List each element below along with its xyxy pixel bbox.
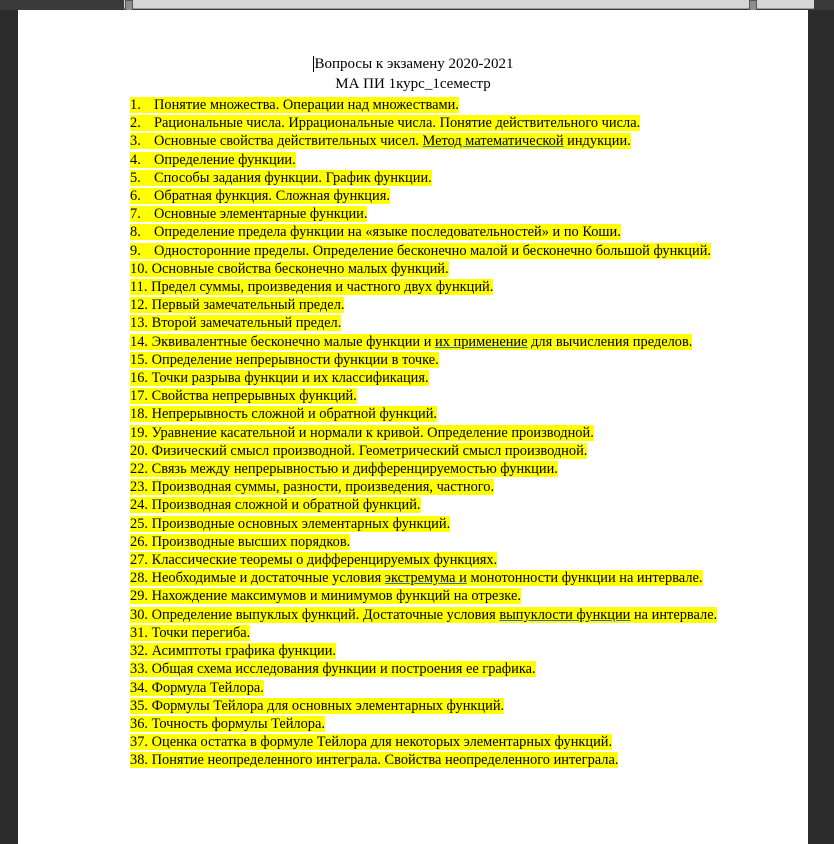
question-item	[130, 314, 755, 332]
question-item	[130, 697, 755, 715]
question-item	[130, 606, 755, 624]
question-number: 15.	[130, 351, 148, 368]
document-subtitle: МА ПИ 1курс_1семестр	[335, 76, 491, 92]
question-item	[130, 624, 755, 642]
question-text: Второй замечательный предел.	[151, 315, 342, 332]
document-page[interactable]	[18, 10, 808, 844]
question-number: 24.	[130, 497, 148, 514]
question-text: Асимптоты графика функции.	[151, 643, 337, 660]
question-number: 17.	[130, 388, 148, 405]
question-number: 12.	[130, 297, 148, 314]
question-number: 7.	[130, 206, 141, 223]
question-text: Непрерывность сложной и обратной функций.	[151, 406, 438, 423]
question-text: Общая схема исследования функции и построения ее графика.	[151, 661, 536, 678]
question-number: 22.	[130, 461, 148, 478]
question-list	[130, 96, 755, 770]
question-text: Эквивалентные бесконечно малые функции и их применение для вычисления пределов.	[151, 333, 693, 350]
question-item	[130, 751, 755, 769]
question-item	[130, 242, 755, 260]
question-number: 32.	[130, 643, 148, 660]
question-item	[130, 587, 755, 605]
question-item	[130, 205, 755, 223]
question-number: 30.	[130, 606, 148, 623]
question-text: Основные элементарные функции.	[154, 206, 368, 223]
question-item	[130, 551, 755, 569]
question-number: 28.	[130, 570, 148, 587]
question-item	[130, 387, 755, 405]
question-item	[130, 187, 755, 205]
question-item	[130, 405, 755, 423]
question-number: 18.	[130, 406, 148, 423]
question-number: 13.	[130, 315, 148, 332]
question-text: Основные свойства бесконечно малых функций.	[151, 260, 449, 277]
question-text: Уравнение касательной и нормали к кривой. Определение производной.	[151, 424, 594, 441]
question-number: 14.	[130, 333, 148, 350]
question-text: Определение функции.	[154, 151, 296, 168]
question-number: 5.	[130, 169, 141, 186]
question-number: 25.	[130, 515, 148, 532]
question-item	[130, 515, 755, 533]
question-item	[130, 223, 755, 241]
question-number: 29.	[130, 588, 148, 605]
question-text: Формулы Тейлора для основных элементарных функций.	[151, 697, 505, 714]
question-text: Связь между непрерывностью и дифференцируемостью функции.	[151, 461, 558, 478]
question-text: Оценка остатка в формуле Тейлора для некоторых элементарных функций.	[151, 734, 613, 751]
question-number: 9.	[130, 242, 141, 259]
question-item	[130, 533, 755, 551]
question-number: 37.	[130, 734, 148, 751]
question-number: 33.	[130, 661, 148, 678]
question-item	[130, 715, 755, 733]
question-text: Нахождение максимумов и минимумов функций на отрезке.	[151, 588, 521, 605]
question-item	[130, 278, 755, 296]
question-text: Точки перегиба.	[151, 624, 251, 641]
question-item	[130, 460, 755, 478]
question-item	[130, 424, 755, 442]
question-item	[130, 660, 755, 678]
question-number: 11.	[130, 279, 148, 296]
question-text: Первый замечательный предел.	[151, 297, 345, 314]
question-text: Основные свойства действительных чисел. Метод математической индукции.	[154, 133, 631, 150]
question-item	[130, 569, 755, 587]
question-text: Предел суммы, произведения и частного двух функций.	[151, 279, 494, 296]
question-text: Определение выпуклых функций. Достаточные условия выпуклости функции на интервале.	[151, 606, 718, 623]
question-text: Точки разрыва функции и их классификация.	[151, 370, 429, 387]
question-text: Классические теоремы о дифференцируемых функциях.	[151, 552, 498, 569]
text-cursor	[313, 56, 314, 72]
question-number: 4.	[130, 151, 141, 168]
question-number: 23.	[130, 479, 148, 496]
question-number: 3.	[130, 133, 141, 150]
question-item	[130, 351, 755, 369]
question-number: 20.	[130, 442, 148, 459]
question-item	[130, 132, 755, 150]
question-text: Определение непрерывности функции в точке.	[151, 351, 439, 368]
question-number: 10.	[130, 260, 148, 277]
question-text: Определение предела функции на «языке последовательностей» и по Коши.	[154, 224, 621, 241]
question-text: Производные высших порядков.	[151, 533, 351, 550]
question-number: 6.	[130, 188, 141, 205]
question-item	[130, 169, 755, 187]
question-text: Формула Тейлора.	[151, 679, 264, 696]
question-number: 27.	[130, 552, 148, 569]
ruler-track	[124, 0, 814, 9]
question-text: Производная сложной и обратной функций.	[151, 497, 421, 514]
question-item	[130, 114, 755, 132]
question-text: Точность формулы Тейлора.	[151, 715, 325, 732]
question-number: 8.	[130, 224, 141, 241]
question-text: Односторонние пределы. Определение бесконечно малой и бесконечно большой функций.	[154, 242, 712, 259]
question-number: 31.	[130, 624, 148, 641]
question-number: 35.	[130, 697, 148, 714]
question-item	[130, 442, 755, 460]
question-item	[130, 96, 755, 114]
question-text: Свойства непрерывных функций.	[151, 388, 357, 405]
question-item	[130, 260, 755, 278]
question-number: 34.	[130, 679, 148, 696]
question-text: Рациональные числа. Иррациональные числа. Понятие действительного числа.	[154, 115, 641, 132]
question-number: 1.	[130, 97, 141, 113]
question-text: Понятие множества. Операции над множествами.	[154, 97, 459, 113]
question-text: Необходимые и достаточные условия экстремума и монотонности функции на интервале.	[151, 570, 703, 587]
question-item	[130, 679, 755, 697]
question-item	[130, 478, 755, 496]
question-number: 16.	[130, 370, 148, 387]
question-item	[130, 369, 755, 387]
question-item	[130, 151, 755, 169]
question-item	[130, 642, 755, 660]
question-number: 36.	[130, 715, 148, 732]
question-item	[130, 333, 755, 351]
question-item	[130, 496, 755, 514]
question-text: Производные основных элементарных функций.	[151, 515, 451, 532]
horizontal-ruler	[0, 0, 834, 10]
question-number: 38.	[130, 752, 148, 769]
question-item	[130, 733, 755, 751]
question-text: Производная суммы, разности, произведения, частного.	[151, 479, 495, 496]
question-text: Обратная функция. Сложная функция.	[154, 188, 390, 205]
question-text: Способы задания функции. График функции.	[154, 169, 432, 186]
question-item	[130, 296, 755, 314]
document-title: Вопросы к экзамену 2020-2021	[314, 56, 514, 72]
question-number: 19.	[130, 424, 148, 441]
question-number: 26.	[130, 533, 148, 550]
question-text: Физический смысл производной. Геометрический смысл производной.	[151, 442, 588, 459]
question-text: Понятие неопределенного интеграла. Свойства неопределенного интеграла.	[151, 752, 619, 769]
question-number: 2.	[130, 115, 141, 132]
